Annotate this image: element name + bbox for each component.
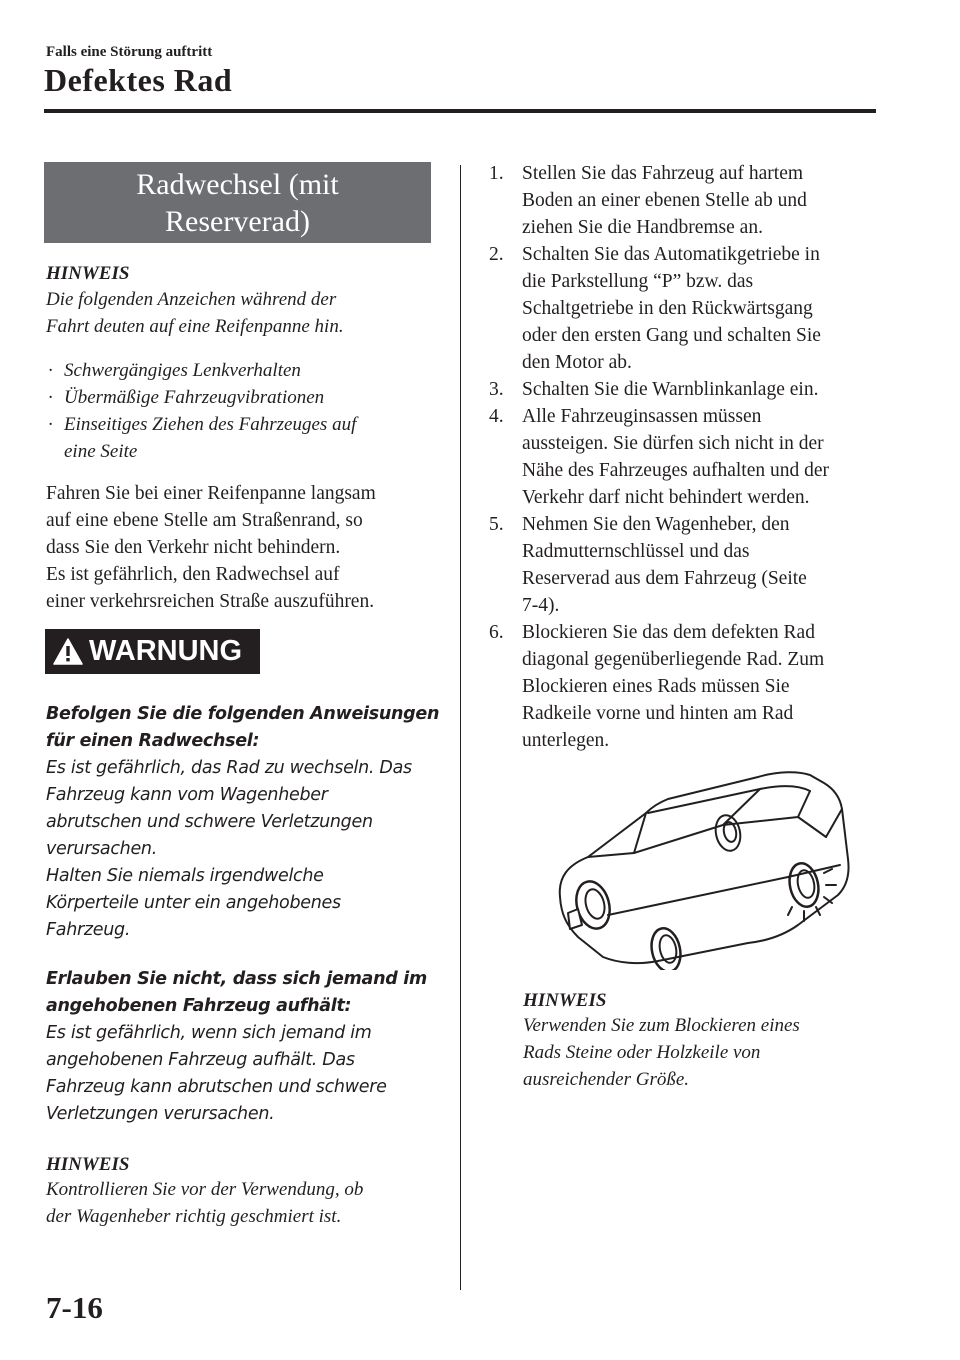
note-block bbox=[46, 263, 446, 340]
step-item: 3. Schalten Sie die Warnblinkanlage ein. bbox=[489, 379, 819, 400]
step-item: 2. Schalten Sie das Automatikgetriebe in die Parkstellung “P” bzw. das Schaltgetriebe in den Rückwärtsgang oder den ersten Gang und schalten Sie den Motor ab. bbox=[489, 244, 821, 373]
intro-paragraph bbox=[46, 480, 446, 615]
step-item: 5. Nehmen Sie den Wagenheber, den Radmutternschlüssel und das Reserverad aus dem Fahrzeug (Seite 7-4). bbox=[489, 514, 807, 616]
step-item: 4. Alle Fahrzeuginsassen müssen aussteigen. Sie dürfen sich nicht in der Nähe des Fahrzeuges aufhalten und der Verkehr darf nicht behindert werden. bbox=[489, 406, 830, 508]
note-heading: HINWEIS bbox=[46, 263, 130, 284]
warning-text: Es ist gefährlich, das Rad zu wechseln. Das Fahrzeug kann vom Wagenheber abrutschen und schwere Verletzungen verursachen. Halten Sie niemals irgendwelche Körperteile unter ein angehobenes Fahrzeug. bbox=[46, 758, 412, 940]
step-list bbox=[489, 160, 889, 754]
warning-heading: Erlauben Sie nicht, dass sich jemand im angehobenen Fahrzeug aufhält: bbox=[46, 969, 427, 1016]
list-item: · Einseitiges Ziehen des Fahrzeuges auf bbox=[48, 414, 357, 435]
car-wheel-chock-illustration bbox=[548, 765, 868, 970]
list-item: · Schwergängiges Lenkverhalten bbox=[48, 360, 301, 381]
warning-block bbox=[46, 966, 451, 1128]
chapter-title: Falls eine Störung auftritt bbox=[46, 44, 213, 60]
intro-line: auf eine ebene Stelle am Straßenrand, so bbox=[46, 510, 363, 531]
topic-banner bbox=[44, 162, 431, 243]
note-text bbox=[46, 286, 446, 340]
note-line: Die folgenden Anzeichen während der bbox=[46, 289, 337, 310]
step-item: 6. Blockieren Sie das dem defekten Rad diagonal gegenüberliegende Rad. Zum Blockieren eines Rads müssen Sie Radkeile vorne und hinten am Rad unterlegen. bbox=[489, 622, 825, 751]
banner-line: Radwechsel (mit bbox=[136, 168, 339, 201]
symptom-list bbox=[48, 357, 448, 465]
warning-heading: Befolgen Sie die folgenden Anweisungen für einen Radwechsel: bbox=[46, 704, 440, 751]
note-line: Fahrt deuten auf eine Reifenpanne hin. bbox=[46, 316, 344, 337]
title-rule bbox=[44, 109, 876, 113]
warning-block bbox=[46, 701, 451, 944]
warning-text: Es ist gefährlich, wenn sich jemand im angehobenen Fahrzeug aufhält. Das Fahrzeug kann abrutschen und schwere Verletzungen verursachen. bbox=[46, 1023, 387, 1124]
page-number: 7-16 bbox=[46, 1290, 103, 1325]
note-text: Verwenden Sie zum Blockieren eines Rads Steine oder Holzkeile von ausreichender Größe. bbox=[523, 1015, 800, 1090]
warning-triangle-icon bbox=[53, 638, 83, 665]
column-divider bbox=[460, 165, 461, 1290]
note-heading: HINWEIS bbox=[46, 1154, 130, 1175]
intro-line: Fahren Sie bei einer Reifenpanne langsam bbox=[46, 483, 376, 504]
note-block bbox=[523, 990, 883, 1093]
note-heading: HINWEIS bbox=[523, 990, 607, 1011]
step-item: 1. Stellen Sie das Fahrzeug auf hartem Boden an einer ebenen Stelle ab und ziehen Sie die Handbremse an. bbox=[489, 163, 807, 238]
section-title: Defektes Rad bbox=[44, 62, 233, 98]
warning-label: WARNUNG bbox=[89, 635, 243, 667]
intro-line: dass Sie den Verkehr nicht behindern. bbox=[46, 537, 341, 558]
list-item-continuation: eine Seite bbox=[64, 441, 138, 462]
banner-line: Reserverad) bbox=[165, 205, 310, 238]
note-block bbox=[46, 1154, 446, 1230]
intro-line: einer verkehrsreichen Straße auszuführen. bbox=[46, 591, 375, 612]
warning-badge bbox=[45, 629, 260, 674]
list-item: · Übermäßige Fahrzeugvibrationen bbox=[48, 387, 325, 408]
note-text: Kontrollieren Sie vor der Verwendung, ob der Wagenheber richtig geschmiert ist. bbox=[46, 1179, 364, 1227]
intro-line: Es ist gefährlich, den Radwechsel auf bbox=[46, 564, 340, 585]
